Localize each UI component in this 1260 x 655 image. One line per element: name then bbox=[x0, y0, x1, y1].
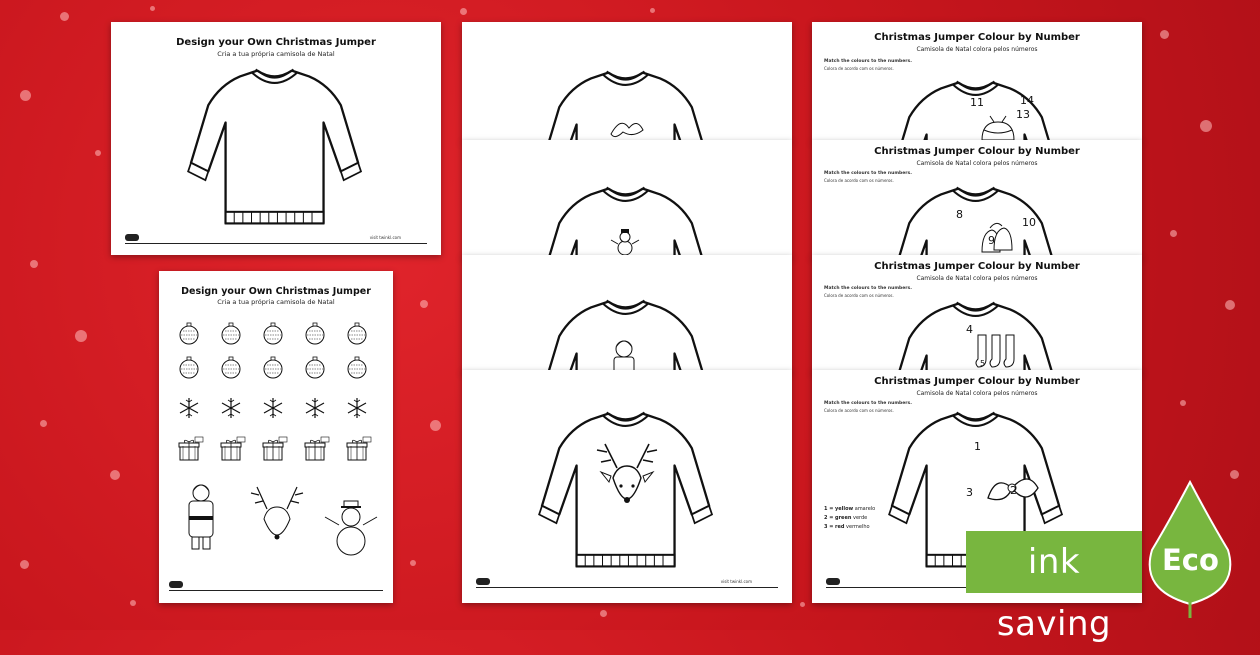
sheet-title: Design your Own Christmas Jumper bbox=[181, 286, 371, 297]
sheet-title: Design your Own Christmas Jumper bbox=[176, 37, 376, 48]
snowflakes-row bbox=[180, 398, 366, 418]
legend-item: 1 = yellow amarelo bbox=[824, 506, 876, 512]
snowman-figure bbox=[325, 501, 377, 555]
number-label: 5 bbox=[980, 359, 986, 368]
number-label: 11 bbox=[970, 96, 984, 109]
footer-url: visit twinkl.com bbox=[720, 579, 752, 584]
instruction-pt: Colora de acordo com os números. bbox=[824, 293, 894, 298]
twinkl-logo bbox=[169, 581, 183, 588]
colour-legend bbox=[824, 506, 876, 530]
reindeer-motif bbox=[587, 438, 667, 518]
jumper-outline bbox=[146, 62, 406, 232]
footer-url: visit twinkl.com bbox=[369, 235, 401, 240]
footer-rule bbox=[125, 243, 427, 244]
legend-item: 2 = green verde bbox=[824, 515, 868, 521]
worksheet-cutouts[interactable] bbox=[159, 271, 393, 603]
sheet-title: Christmas Jumper Colour by Number bbox=[874, 376, 1080, 387]
sheet-title: Christmas Jumper Colour by Number bbox=[874, 32, 1080, 43]
number-label: 9 bbox=[988, 234, 995, 247]
number-label: 10 bbox=[1022, 216, 1036, 229]
number-label: 8 bbox=[956, 208, 963, 221]
instruction: Match the colours to the numbers. bbox=[824, 59, 912, 64]
holly-motif bbox=[607, 114, 647, 138]
sheet-title: Christmas Jumper Colour by Number bbox=[874, 146, 1080, 157]
colour-sheet-stockings[interactable] bbox=[812, 255, 1142, 373]
instruction-pt: Colora de acordo com os números. bbox=[824, 66, 894, 71]
sheet-title: Christmas Jumper Colour by Number bbox=[874, 261, 1080, 272]
number-label: 3 bbox=[966, 486, 973, 499]
cutout-grid bbox=[159, 311, 393, 591]
worksheet-jumper-snowman[interactable] bbox=[462, 140, 792, 258]
worksheet-jumper-holly[interactable] bbox=[462, 22, 792, 142]
number-label: 14 bbox=[1020, 94, 1034, 107]
colour-sheet-pudding[interactable] bbox=[812, 22, 1142, 142]
footer-rule bbox=[169, 590, 383, 591]
instruction-pt: Colora de acordo com os números. bbox=[824, 408, 894, 413]
legend-item: 3 = red vermelho bbox=[824, 524, 870, 530]
sheet-subtitle: Camisola de Natal colora pelos números bbox=[916, 275, 1038, 282]
instruction: Match the colours to the numbers. bbox=[824, 401, 912, 406]
sheet-subtitle: Camisola de Natal colora pelos números bbox=[916, 390, 1038, 397]
ink-saving-banner: ink saving bbox=[966, 531, 1142, 593]
worksheet-jumper-reindeer[interactable] bbox=[462, 370, 792, 603]
santa-figure bbox=[189, 485, 213, 549]
twinkl-logo bbox=[476, 578, 490, 585]
number-label: 2 bbox=[1010, 484, 1017, 497]
worksheet-design-jumper[interactable] bbox=[111, 22, 441, 255]
reindeer-face bbox=[251, 487, 303, 540]
sheet-subtitle: Cria a tua própria camisola de Natal bbox=[217, 298, 335, 306]
gifts-row bbox=[179, 437, 371, 460]
bells-motif bbox=[976, 218, 1016, 258]
worksheet-jumper-santa[interactable] bbox=[462, 255, 792, 373]
sheet-subtitle: Camisola de Natal colora pelos números bbox=[916, 46, 1038, 53]
pudding-motif bbox=[978, 114, 1018, 142]
instruction: Match the colours to the numbers. bbox=[824, 286, 912, 291]
snowman-motif bbox=[610, 226, 640, 256]
instruction-pt: Colora de acordo com os números. bbox=[824, 178, 894, 183]
twinkl-logo bbox=[125, 234, 139, 241]
ornaments-row-1 bbox=[180, 323, 366, 378]
sheet-subtitle: Camisola de Natal colora pelos números bbox=[916, 160, 1038, 167]
eco-label: Eco bbox=[1162, 543, 1219, 577]
santa-motif bbox=[604, 335, 644, 373]
twinkl-logo bbox=[826, 578, 840, 585]
footer-rule bbox=[476, 587, 778, 588]
number-label: 4 bbox=[966, 323, 973, 336]
number-label: 1 bbox=[974, 440, 981, 453]
colour-sheet-bells[interactable] bbox=[812, 140, 1142, 258]
sheet-subtitle: Cria a tua própria camisola de Natal bbox=[217, 50, 335, 58]
instruction: Match the colours to the numbers. bbox=[824, 171, 912, 176]
number-label: 13 bbox=[1016, 108, 1030, 121]
